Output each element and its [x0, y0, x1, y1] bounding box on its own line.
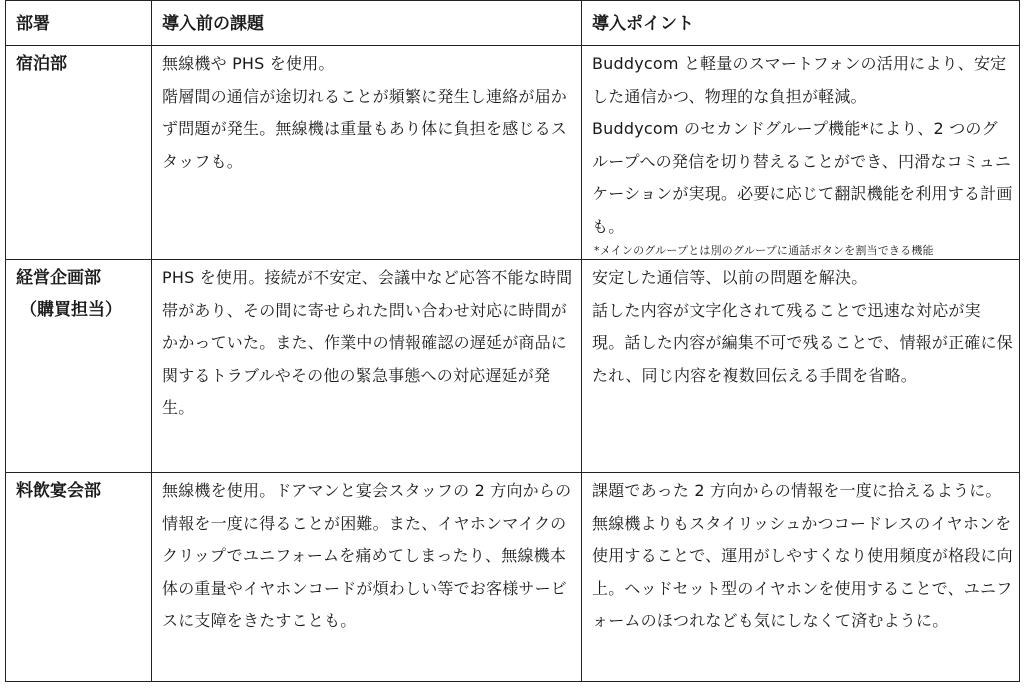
points-cell [582, 46, 1020, 260]
department-subtitle: （購買担当） [20, 300, 122, 320]
department-cell [6, 473, 152, 682]
department-name: 宿泊部 [16, 54, 67, 74]
points-cell [582, 473, 1020, 682]
point-text: 話した内容が文字化されて残ることで迅速な対応が実現。話した内容が編集不可で残ることで、情報が正確に保たれ、同じ内容を複数回伝える手間を省略。 [592, 300, 1013, 385]
table-row [6, 46, 1020, 260]
table-row [6, 260, 1020, 473]
issue-text: PHS を使用。接続が不安定、会議中など応答不能な時間帯があり、その間に寄せられた問い合わせ対応に時間がかかっていた。また、作業中の情報確認の遅延が商品に関するトラブルやその他の緊急事態への対応遅延が発生。 [162, 268, 573, 417]
issues-cell [152, 473, 582, 682]
department-cell [6, 46, 152, 260]
issue-text: 無線機や PHS を使用。 [162, 54, 335, 73]
header-row [6, 1, 1020, 46]
department-cell [6, 260, 152, 473]
footnote: *メインのグループとは別のグループに通話ボタンを割当できる機能 [594, 244, 934, 257]
issue-text: 無線機を使用。ドアマンと宴会スタッフの 2 方向からの情報を一度に得ることが困難。また、イヤホンマイクのクリップでユニフォームを痛めてしまったり、無線機本体の重量やイヤホンコードが煩わしい等でお客様サービスに支障をきたすことも。 [162, 481, 572, 630]
header-introduction-points: 導入ポイント [582, 1, 1020, 46]
department-name: 料飲宴会部 [16, 481, 101, 501]
department-name: 経営企画部 [16, 268, 101, 288]
comparison-table-wrapper [5, 0, 1019, 690]
point-text: 安定した通信等、以前の問題を解決。 [592, 268, 868, 287]
point-text: Buddycom のセカンドグループ機能*により、2 つのグループへの発信を切り替えることができ、円滑なコミュニケーションが実現。必要に応じて翻訳機能を利用する計画も。 [592, 119, 1013, 236]
comparison-table [5, 0, 1020, 682]
header-department: 部署 [6, 1, 152, 46]
point-text: Buddycom と軽量のスマートフォンの活用により、安定した通信かつ、物理的な負担が軽減。 [592, 54, 1007, 106]
points-cell [582, 260, 1020, 473]
header-issues-before: 導入前の課題 [152, 1, 582, 46]
table-row [6, 473, 1020, 682]
point-text: 課題であった 2 方向からの情報を一度に拾えるように。無線機よりもスタイリッシュかつコードレスのイヤホンを使用することで、運用がしやすくなり使用頻度が格段に向上。ヘッドセット型のイヤホンを使用することで、ユニフォームのほつれなども気にしなくて済むように。 [592, 481, 1013, 630]
issue-text: 階層間の通信が途切れることが頻繁に発生し連絡が届かず問題が発生。無線機は重量もあり体に負担を感じるスタッフも。 [162, 86, 568, 171]
issues-cell [152, 46, 582, 260]
issues-cell [152, 260, 582, 473]
